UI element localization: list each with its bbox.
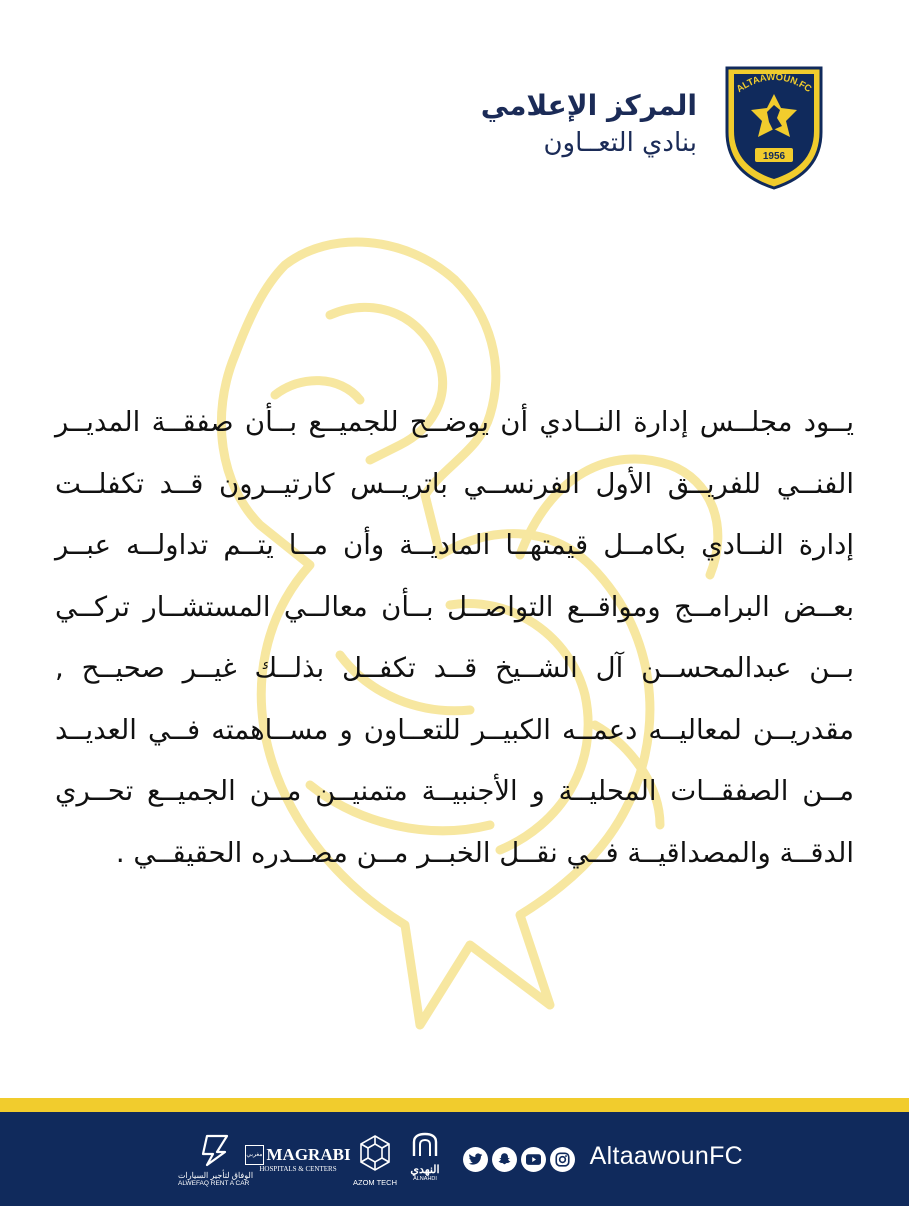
- magrabi-name: MAGRABI: [266, 1145, 351, 1164]
- azom-tech-name: AZOM TECH: [352, 1178, 398, 1187]
- magrabi-arabic-mark: مغربي: [245, 1145, 263, 1165]
- crest-club-name: ALTAAWOUN.FC: [734, 71, 814, 95]
- header: [481, 60, 829, 190]
- sponsor-alnahdi: [402, 1132, 448, 1182]
- sponsor-azom-tech: [348, 1134, 402, 1187]
- footer-yellow-stripe: [0, 1098, 909, 1112]
- alnahdi-logo-icon: [410, 1132, 440, 1158]
- snapchat-icon[interactable]: [492, 1147, 517, 1172]
- instagram-icon[interactable]: [550, 1147, 575, 1172]
- alwefaq-logo-icon: [193, 1134, 233, 1166]
- social-handle[interactable]: AltaawounFC: [589, 1142, 743, 1170]
- alwefaq-english-name: ALWEFAQ RENT A CAR: [178, 1180, 250, 1187]
- social-icons: [463, 1147, 575, 1172]
- crest-year: 1956: [762, 151, 786, 162]
- sponsor-magrabi: [246, 1145, 351, 1173]
- club-crest-logo: [719, 60, 829, 190]
- header-text: [481, 89, 697, 162]
- alwefaq-arabic-name: الوفاق لتأجير السيارات: [178, 1171, 254, 1180]
- statement-text: يــود مجلــس إدارة النــادي أن يوضــح للجميــع بــأن صفقــة المديــر الفنــي للفريــق الأول الفرنســي باتريــس كارتيــرون قــد تكفلــت إدارة النــادي بكامــل قيمتهــا الماديــة وأن مــا يتــم تداولــه عبــر بعــض البرامــج ومواقــع التواصــل بــأن معالــي المستشــار تركــي بــن عبدالمحســن آل الشــيخ قــد تكفــل بذلــك غيــر صحيــح , مقدريــن لمعاليــه دعمــه الكبيــر للتعــاون و مســاهمته فــي العديــد مــن الصفقــات المحليــة و الأجنبيــة متمنيــن مــن الجميــع تحــري الدقــة والمصداقيــة فــي نقــل الخبــر مــن مصــدره الحقيقــي .: [55, 406, 854, 869]
- azom-tech-logo-icon: [356, 1134, 394, 1172]
- alnahdi-english-name: ALNAHDI: [413, 1176, 437, 1182]
- youtube-icon[interactable]: [521, 1147, 546, 1172]
- media-center-title: المركز الإعلامي: [480, 88, 697, 122]
- club-subtitle: بنادي التعــاون: [543, 128, 697, 159]
- alnahdi-arabic-name: النهدي: [410, 1164, 440, 1176]
- footer-bar: [0, 1112, 909, 1206]
- magrabi-subtitle: HOSPITALS & CENTERS: [259, 1165, 337, 1173]
- sponsor-alwefaq: [178, 1134, 254, 1187]
- twitter-icon[interactable]: [463, 1147, 488, 1172]
